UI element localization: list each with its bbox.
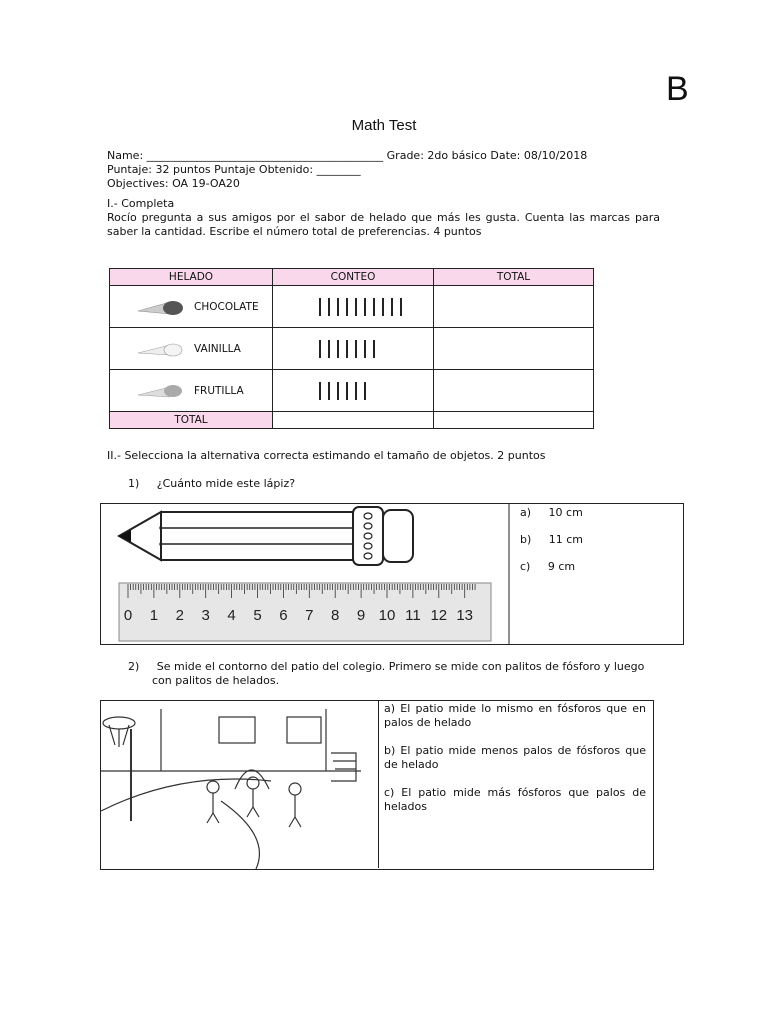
tally-mark [319, 382, 321, 400]
pencil-icon [119, 507, 413, 565]
ice-cream-cone-icon [136, 339, 184, 359]
tally-mark [337, 298, 339, 316]
tally-mark [355, 382, 357, 400]
tally-cell [273, 370, 434, 412]
flavor-label: VAINILLA [194, 342, 241, 355]
question1-options [520, 506, 583, 587]
flavor-label: CHOCOLATE [194, 300, 259, 313]
page-title: Math Test [351, 117, 417, 134]
table-row [110, 370, 594, 412]
flavor-cell [110, 286, 273, 328]
ruler-number: 1 [149, 607, 159, 624]
tally-mark [328, 298, 330, 316]
question1 [128, 477, 295, 491]
tally-marks [273, 382, 433, 400]
ruler-number: 11 [405, 607, 421, 624]
tally-mark [328, 382, 330, 400]
test-version-letter: B [666, 70, 689, 108]
total-label: TOTAL [110, 412, 273, 429]
tally-mark [337, 382, 339, 400]
option-a[interactable]: a) 10 cm [520, 506, 583, 519]
question2-text: Se mide el contorno del patio del colegio. Primero se mide con palitos de fósforo y luego [156, 660, 645, 673]
score-line: Puntaje: 32 puntos Puntaje Obtenido: ________ [107, 163, 361, 176]
tally-mark [400, 298, 402, 316]
ruler-number: 3 [201, 607, 210, 624]
ruler-number: 7 [305, 607, 314, 624]
question2-text-line2: con palitos de helados. [152, 674, 280, 687]
header-conteo: CONTEO [273, 269, 434, 286]
question2-divider [378, 700, 379, 868]
tally-mark [328, 340, 330, 358]
question1-number: 1) [128, 477, 140, 490]
question2-number: 2) [128, 660, 140, 673]
ruler-number: 5 [253, 607, 262, 624]
ruler-icon [119, 583, 491, 641]
tally-mark [364, 340, 366, 358]
tally-mark [346, 340, 348, 358]
section1-heading: I.- Completa [107, 197, 175, 210]
tally-mark [346, 382, 348, 400]
table-row [110, 328, 594, 370]
pencil-ruler-illustration [101, 504, 683, 644]
header-helado: HELADO [110, 269, 273, 286]
ruler-number: 9 [356, 607, 366, 624]
section2-heading: II.- Selecciona la alternativa correcta estimando el tamaño de objetos. 2 puntos [107, 449, 546, 462]
total-answer-cell[interactable] [434, 286, 594, 328]
question2-options [384, 702, 646, 828]
tally-mark [364, 298, 366, 316]
option-a[interactable]: a) El patio mide lo mismo en fósforos que en palos de helado [384, 702, 646, 729]
ruler-number: 2 [175, 607, 184, 624]
name-grade-date-line: Name: ___________________________________________ Grade: 2do básico Date: 08/10/2018 [107, 149, 588, 162]
ice-cream-cone-icon [136, 381, 184, 401]
ruler-number: 10 [378, 607, 396, 624]
header-total: TOTAL [434, 269, 594, 286]
tally-mark [319, 340, 321, 358]
tally-mark [391, 298, 393, 316]
ruler-number: 0 [123, 607, 133, 624]
option-c[interactable]: c) El patio mide más fósforos que palos de helados [384, 786, 646, 813]
flavor-cell [110, 370, 273, 412]
tally-mark [373, 340, 375, 358]
tally-mark [346, 298, 348, 316]
option-b[interactable]: b) El patio mide menos palos de fósforos que de helado [384, 744, 646, 771]
tally-cell [273, 286, 434, 328]
flavor-cell [110, 328, 273, 370]
option-b[interactable]: b) 11 cm [520, 533, 584, 546]
ruler-number: 6 [279, 607, 288, 624]
table-row [110, 286, 594, 328]
tally-mark [355, 340, 357, 358]
question2 [128, 660, 644, 674]
total-conteo-cell[interactable] [273, 412, 434, 429]
flavor-label: FRUTILLA [194, 384, 244, 397]
option-c[interactable]: c) 9 cm [520, 560, 576, 573]
tally-marks [273, 340, 433, 358]
tally-mark [319, 298, 321, 316]
ruler-number: 12 [430, 607, 448, 624]
ice-cream-cone-icon [136, 297, 184, 317]
tally-mark [355, 298, 357, 316]
total-answer-cell[interactable] [434, 370, 594, 412]
question1-text: ¿Cuánto mide este lápiz? [156, 477, 296, 490]
table-total-row [110, 412, 594, 429]
schoolyard-illustration [101, 701, 379, 869]
section1-instructions: Rocío pregunta a sus amigos por el sabor de helado que más les gusta. Cuenta las marcas para saber la cantidad. Escribe el número total de preferencias. 4 puntos [107, 211, 660, 238]
total-total-cell[interactable] [434, 412, 594, 429]
ice-cream-tally-table [109, 268, 594, 429]
ruler-number: 4 [227, 607, 236, 624]
tally-mark [373, 298, 375, 316]
tally-marks [273, 298, 433, 316]
tally-mark [382, 298, 384, 316]
tally-cell [273, 328, 434, 370]
tally-mark [364, 382, 366, 400]
total-answer-cell[interactable] [434, 328, 594, 370]
ruler-number: 13 [456, 607, 474, 624]
tally-mark [337, 340, 339, 358]
ruler-number: 8 [331, 607, 340, 624]
table-header-row [110, 269, 594, 286]
question1-box [100, 503, 684, 645]
objectives-line: Objectives: OA 19-OA20 [107, 177, 240, 190]
